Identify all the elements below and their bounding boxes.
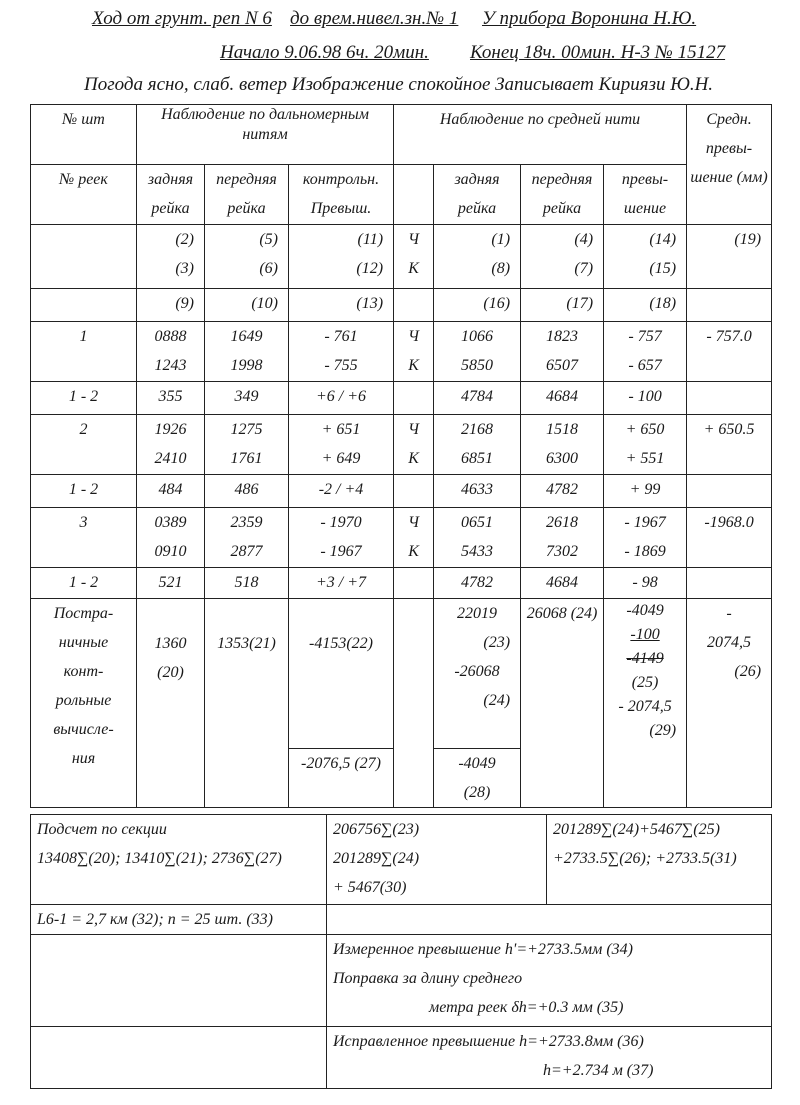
route-target: до врем.нивел.зн.№ 1 [290, 8, 459, 29]
start-time: Начало 9.06.98 6ч. 20мин. [220, 42, 429, 63]
index-row: (2) (3) (5) (6) (11) (12) Ч К (1) (8) (4) (7) (14) (15) (19) [31, 225, 772, 289]
operator: У прибора Воронина Н.Ю. [482, 8, 697, 29]
front-header-2: передняя рейка [521, 165, 604, 225]
route-label: Ход от грунт. реп N 6 [92, 8, 272, 29]
back-header-2: задняя рейка [434, 165, 521, 225]
control-row-2: -2076,5 (27) -4049 (28) [31, 749, 772, 808]
front-header-1: передняя рейка [205, 165, 289, 225]
section-sums: 13408∑(20); 13410∑(21); 2736∑(27) [37, 850, 282, 867]
corrected-height-m: h=+2.734 м (37) [543, 1062, 654, 1079]
table-row: 1 - 2 355 349 +6 / +6 4784 4684 - 100 [31, 382, 772, 415]
correction: метра реек δh=+0.3 мм (35) [429, 999, 624, 1016]
middle-group-header: Наблюдение по средней нити [394, 105, 687, 165]
back-header-1: задняя рейка [137, 165, 205, 225]
table-row: 1 - 2 521 518 +3 / +7 4782 4684 - 98 [31, 568, 772, 599]
weather-line: Погода ясно, слаб. ветер Изображение спокойное Записывает Кириязи Ю.Н. [84, 74, 714, 95]
table-row: 2 1926 2410 1275 1761 + 651 + 649 Ч К 2168 6851 1518 6300 + 650 + 551 + 650.5 [31, 415, 772, 475]
end-time: Конец 18ч. 00мин. Н-3 № 15127 [470, 42, 726, 63]
control-row: Постра- ничные конт- рольные вычисле- ния 1360 (20) 1353(21) -4153(22) 22019 (23) -26068 (24) 26068 (24) -4049 -100 -4149 (25) - 2074,5 (29) - 2074,5 (26) [31, 599, 772, 749]
section-title: Подсчет по секции [37, 821, 167, 838]
table-row: 1 0888 1243 1649 1998 - 761 - 755 Ч К 1066 5850 1823 6507 - 757 - 657 - 757.0 [31, 322, 772, 382]
table-row: 3 0389 0910 2359 2877 - 1970 - 1967 Ч К 0651 5433 2618 7302 - 1967 - 1869 -1968.0 [31, 508, 772, 568]
range-group-header: Наблюдение по дальномерным нитям [137, 105, 394, 165]
station-header: № шт [31, 105, 137, 165]
table-row: 1 - 2 484 486 -2 / +4 4633 4782 + 99 [31, 475, 772, 508]
diff-header: превы-шение [604, 165, 687, 225]
corrected-height: Исправленное превышение h=+2733.8мм (36) [333, 1033, 644, 1050]
measured-height: Измеренное превышение h'=+2733.5мм (34) [333, 941, 633, 958]
length-line: L6-1 = 2,7 км (32); n = 25 шт. (33) [31, 905, 327, 935]
leveling-journal-table [30, 104, 772, 808]
summary-table: Подсчет по секции 13408∑(20); 13410∑(21); 2736∑(27) 206756∑(23) 201289∑(24) + 5467(30) 201289∑(24)+5467∑(25) +2733.5∑(26); +2733.5(31) L6-1 = 2,7 км (32); n = 25 шт. (33) Измеренное превышение h'=+2733.5мм (34) Поправка за длину среднего метра реек δh=+0.3 мм (35) Исправленное превышение h=+2733.8мм (36) h=+2.734 м (37) [30, 814, 772, 1089]
reeks-header: № реек [31, 165, 137, 225]
avg-header: Средн. превы-шение (мм) [687, 105, 772, 225]
index-row-2: (9) (10) (13) (16) (17) (18) [31, 289, 772, 322]
control-header: контрольн. Превыш. [289, 165, 394, 225]
